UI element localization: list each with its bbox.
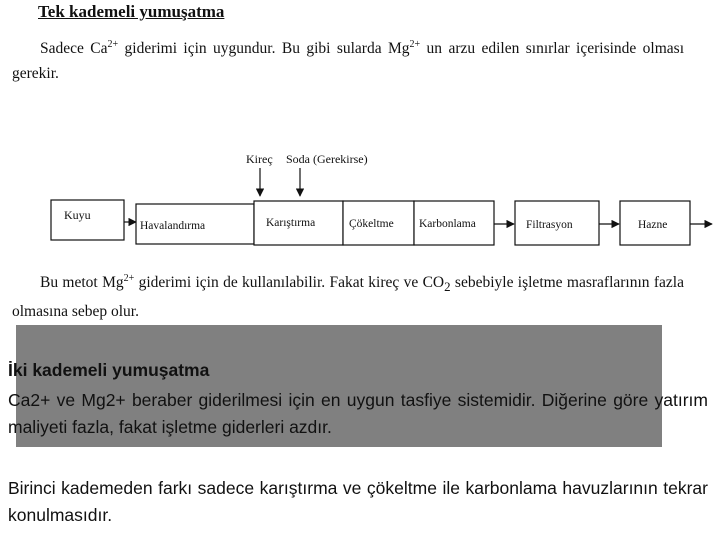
- paragraph-single-stage: [12, 36, 684, 86]
- section-title-single-stage: Tek kademeli yumuşatma: [38, 2, 225, 21]
- input-label-lime: Kireç: [246, 152, 273, 166]
- text-part: giderimi için uygundur. Bu gibi sularda Mg: [118, 40, 410, 57]
- text-part: giderimi için de kullanılabilir. Fakat kireç ve CO: [134, 274, 445, 291]
- process-flow-diagram: [0, 146, 720, 266]
- text-part: Bu metot Mg: [40, 274, 124, 291]
- paragraph-two-stage-description: Ca2+ ve Mg2+ beraber giderilmesi için en uygun tasfiye sistemidir. Diğerine göre yatırım maliyeti fazla, fakat işletme giderleri azdır.: [8, 390, 708, 437]
- input-label-soda: Soda (Gerekirse): [286, 152, 368, 166]
- superscript: 2+: [123, 272, 135, 284]
- box-label: Karıştırma: [266, 217, 316, 229]
- text-part: sebebiyle işletme masraflarının fazla olmasına sebep olur.: [12, 274, 684, 321]
- superscript: 2+: [107, 38, 119, 50]
- superscript: 2+: [409, 38, 421, 50]
- section-title-two-stage: İki kademeli yumuşatma: [8, 360, 210, 380]
- box-label: Karbonlama: [419, 218, 476, 230]
- subscript: 2: [444, 279, 451, 295]
- text-part: un arzu edilen sınırlar içerisinde olması gerekir.: [12, 40, 685, 82]
- box-label: Çökeltme: [349, 218, 394, 230]
- box-label: Hazne: [638, 219, 668, 231]
- box-label: Havalandırma: [140, 220, 206, 232]
- box-label: Kuyu: [64, 208, 91, 222]
- box-label: Filtrasyon: [526, 219, 573, 231]
- paragraph-two-stage-difference: Birinci kademeden farkı sadece karıştırma ve çökeltme ile karbonlama havuzlarının tekrar konulmasıdır.: [8, 478, 708, 525]
- text-part: Sadece Ca: [40, 40, 108, 57]
- paragraph-method-note: [12, 270, 684, 324]
